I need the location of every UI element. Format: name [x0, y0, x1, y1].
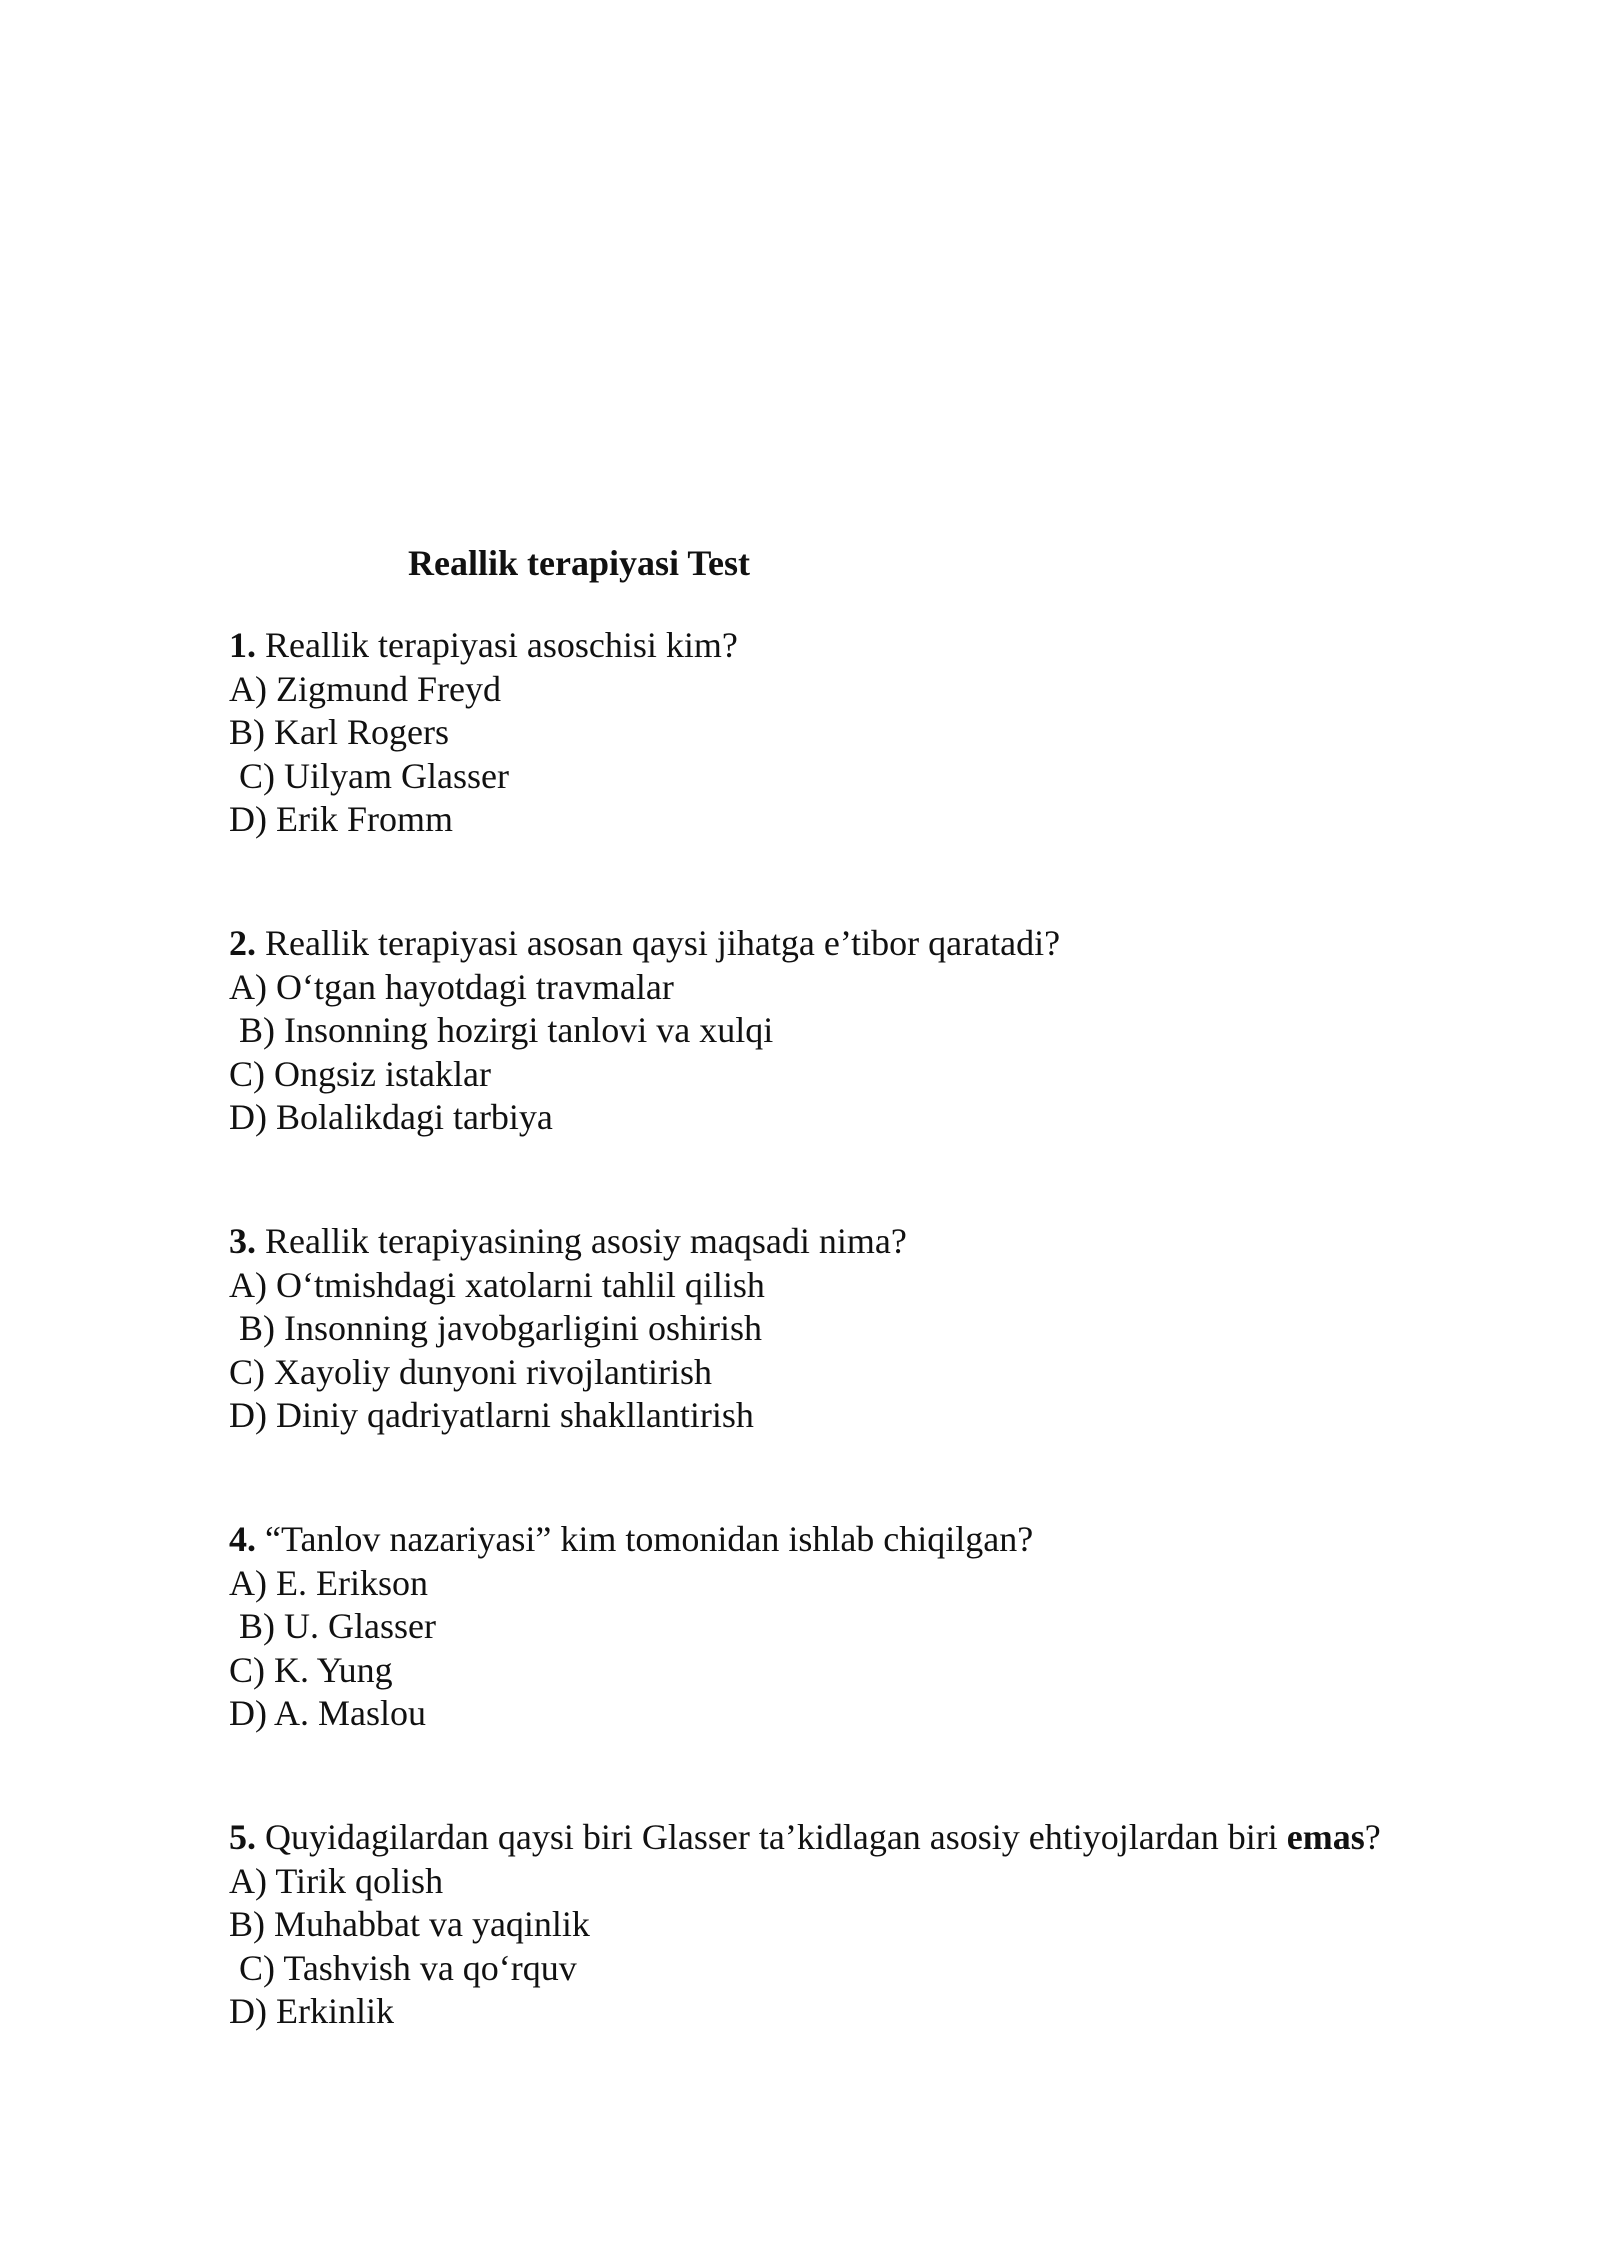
option-a: A) O‘tgan hayotdagi travmalar [229, 966, 674, 1007]
option-d: D) Diniy qadriyatlarni shakllantirish [229, 1395, 754, 1435]
question-text-line [229, 1816, 1381, 1860]
question-number: 5. [229, 1817, 256, 1857]
option-c: C) Xayoliy dunyoni rivojlantirish [229, 1351, 712, 1392]
option-b: B) Muhabbat va yaqinlik [229, 1904, 590, 1944]
question-text: Quyidagilardan qaysi biri Glasser ta’kidlagan asosiy ehtiyojlardan biri [256, 1817, 1287, 1857]
option-c: C) Uilyam Glasser [239, 755, 509, 796]
option-d: D) Bolalikdagi tarbiya [229, 1097, 553, 1137]
option-d: D) A. Maslou [229, 1693, 426, 1733]
option-d: D) Erkinlik [229, 1991, 394, 2031]
question-1 [229, 624, 738, 842]
question-4 [229, 1518, 1033, 1736]
question-text-line [229, 922, 1060, 966]
question-number: 2. [229, 923, 256, 963]
option-a: A) E. Erikson [229, 1562, 428, 1603]
option-b: B) Insonning javobgarligini oshirish [239, 1308, 762, 1348]
option-c: C) Tashvish va qo‘rquv [239, 1947, 577, 1988]
question-suffix: ? [1364, 1817, 1381, 1857]
question-emphasis: emas [1286, 1817, 1365, 1857]
question-text-line [229, 1518, 1033, 1562]
option-c: C) K. Yung [229, 1649, 393, 1690]
option-b: B) Insonning hozirgi tanlovi va xulqi [239, 1010, 774, 1050]
question-number: 4. [229, 1519, 256, 1559]
option-b: B) Karl Rogers [229, 712, 449, 752]
option-c: C) Ongsiz istaklar [229, 1053, 491, 1094]
question-text: Reallik terapiyasining asosiy maqsadi nima? [256, 1221, 907, 1261]
question-number: 3. [229, 1221, 256, 1261]
question-text: Reallik terapiyasi asoschisi kim? [256, 625, 738, 665]
option-a: A) Tirik qolish [229, 1860, 444, 1901]
question-text-line [229, 1220, 907, 1264]
question-2 [229, 922, 1060, 1140]
option-a: A) Zigmund Freyd [229, 668, 501, 709]
option-b: B) U. Glasser [239, 1606, 436, 1646]
document-title: Reallik terapiyasi Test [408, 543, 751, 583]
question-text: Reallik terapiyasi asosan qaysi jihatga e’tibor qaratadi? [256, 923, 1061, 963]
question-3 [229, 1220, 907, 1438]
question-text: “Tanlov nazariyasi” kim tomonidan ishlab chiqilgan? [256, 1519, 1034, 1559]
question-number: 1. [229, 625, 256, 665]
question-5 [229, 1816, 1381, 2034]
question-text-line [229, 624, 738, 668]
option-d: D) Erik Fromm [229, 799, 453, 839]
option-a: A) O‘tmishdagi xatolarni tahlil qilish [229, 1264, 765, 1305]
